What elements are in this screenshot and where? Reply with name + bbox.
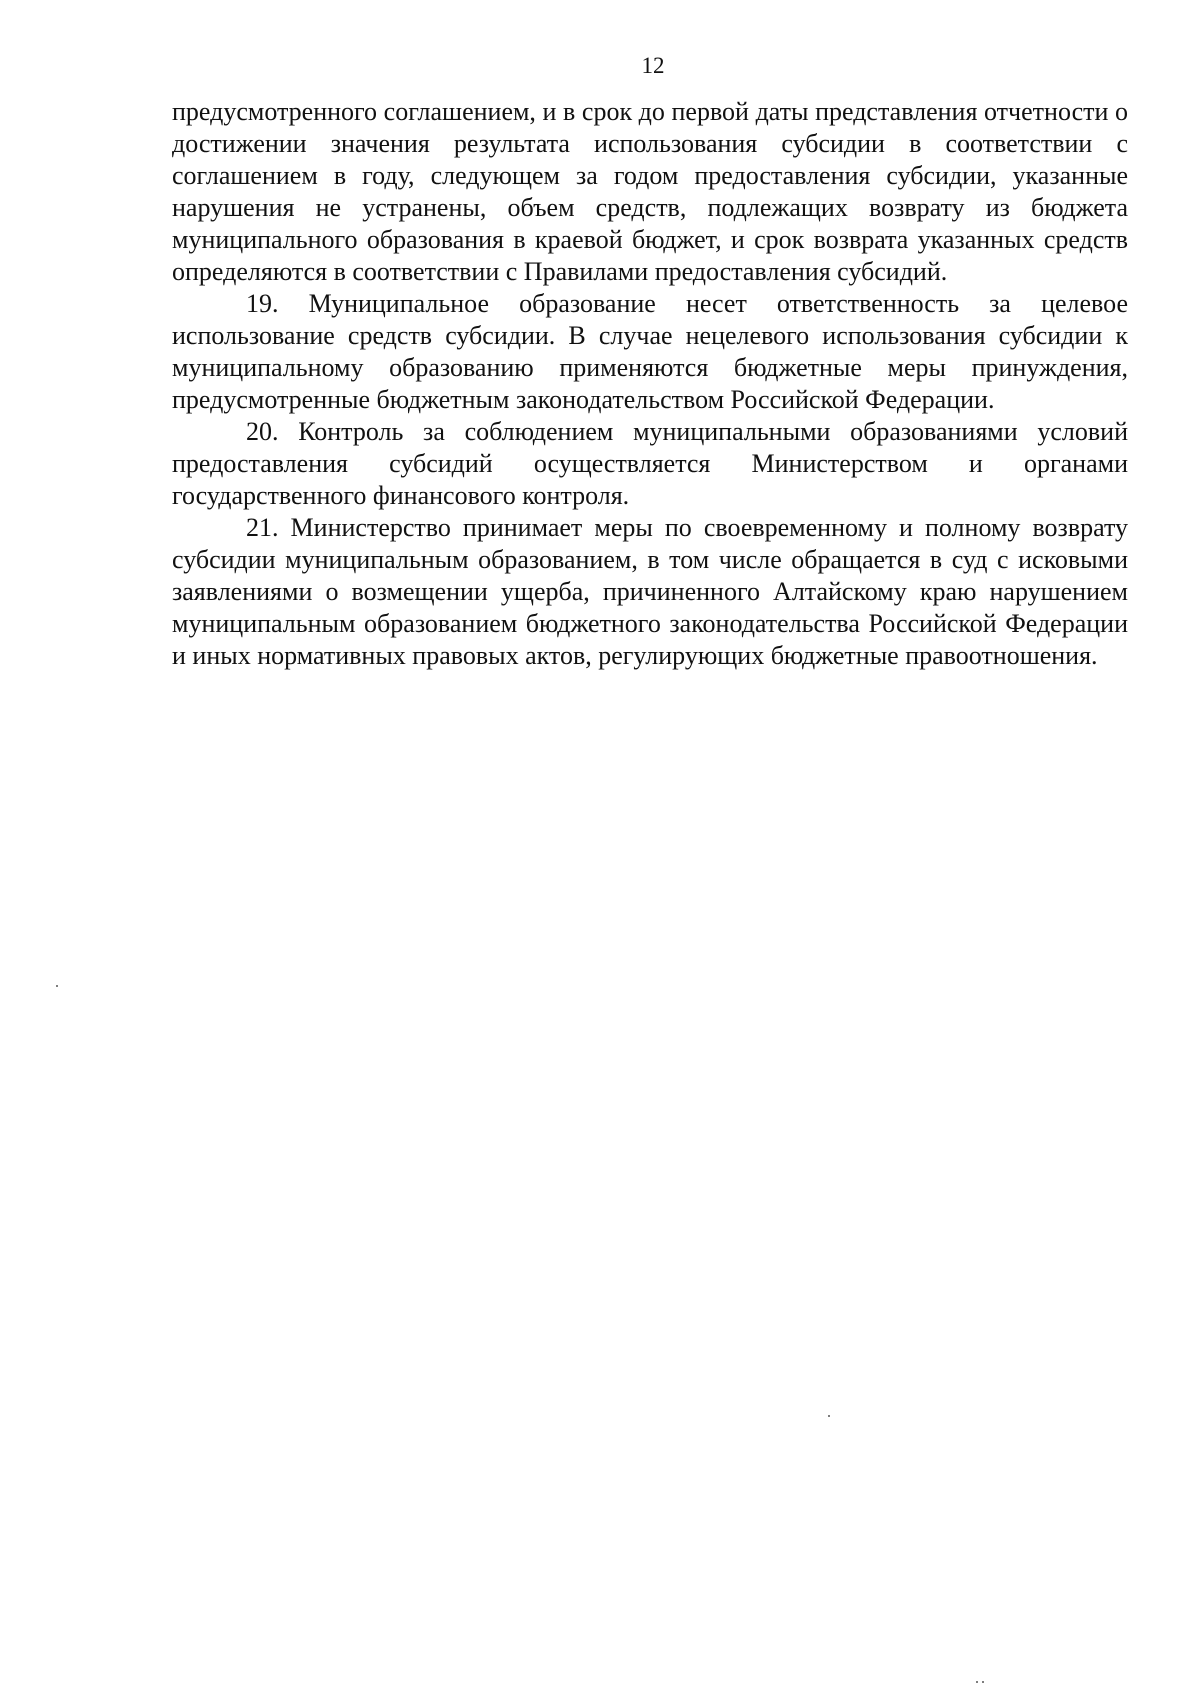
paragraph-21: 21. Министерство принимает меры по своевременному и полному возврату субсидии муниципальным образованием, в том числе обращается в суд с исковыми заявлениями о возмещении ущерба, причиненного Алтайскому краю нарушением муниципальным образованием бюджетного законодательства Российской Федерации и иных нормативных правовых актов, регулирующих бюджетные правоотношения.	[172, 513, 1128, 670]
document-body	[172, 96, 1128, 672]
scan-speck	[828, 1415, 830, 1417]
scan-speck	[982, 1681, 984, 1683]
scan-speck	[56, 985, 58, 987]
scan-speck	[976, 1681, 978, 1683]
paragraph-20: 20. Контроль за соблюдением муниципальными образованиями условий предоставления субсидий осуществляется Министерством и органами государственного финансового контроля.	[172, 417, 1128, 510]
paragraph-19: 19. Муниципальное образование несет ответственность за целевое использование средств субсидии. В случае нецелевого использования субсидии к муниципальному образованию применяются бюджетные меры принуждения, предусмотренные бюджетным законодательством Российской Федерации.	[172, 289, 1128, 414]
paragraph-continuation: предусмотренного соглашением, и в срок до первой даты представления отчетности о достижении значения результата использования субсидии в соответствии с соглашением в году, следующем за годом предоставления субсидии, указанные нарушения не устранены, объем средств, подлежащих возврату из бюджета муниципального образования в краевой бюджет, и срок возврата указанных средств определяются в соответствии с Правилами предоставления субсидий.	[172, 97, 1128, 286]
page-number: 12	[641, 53, 665, 78]
